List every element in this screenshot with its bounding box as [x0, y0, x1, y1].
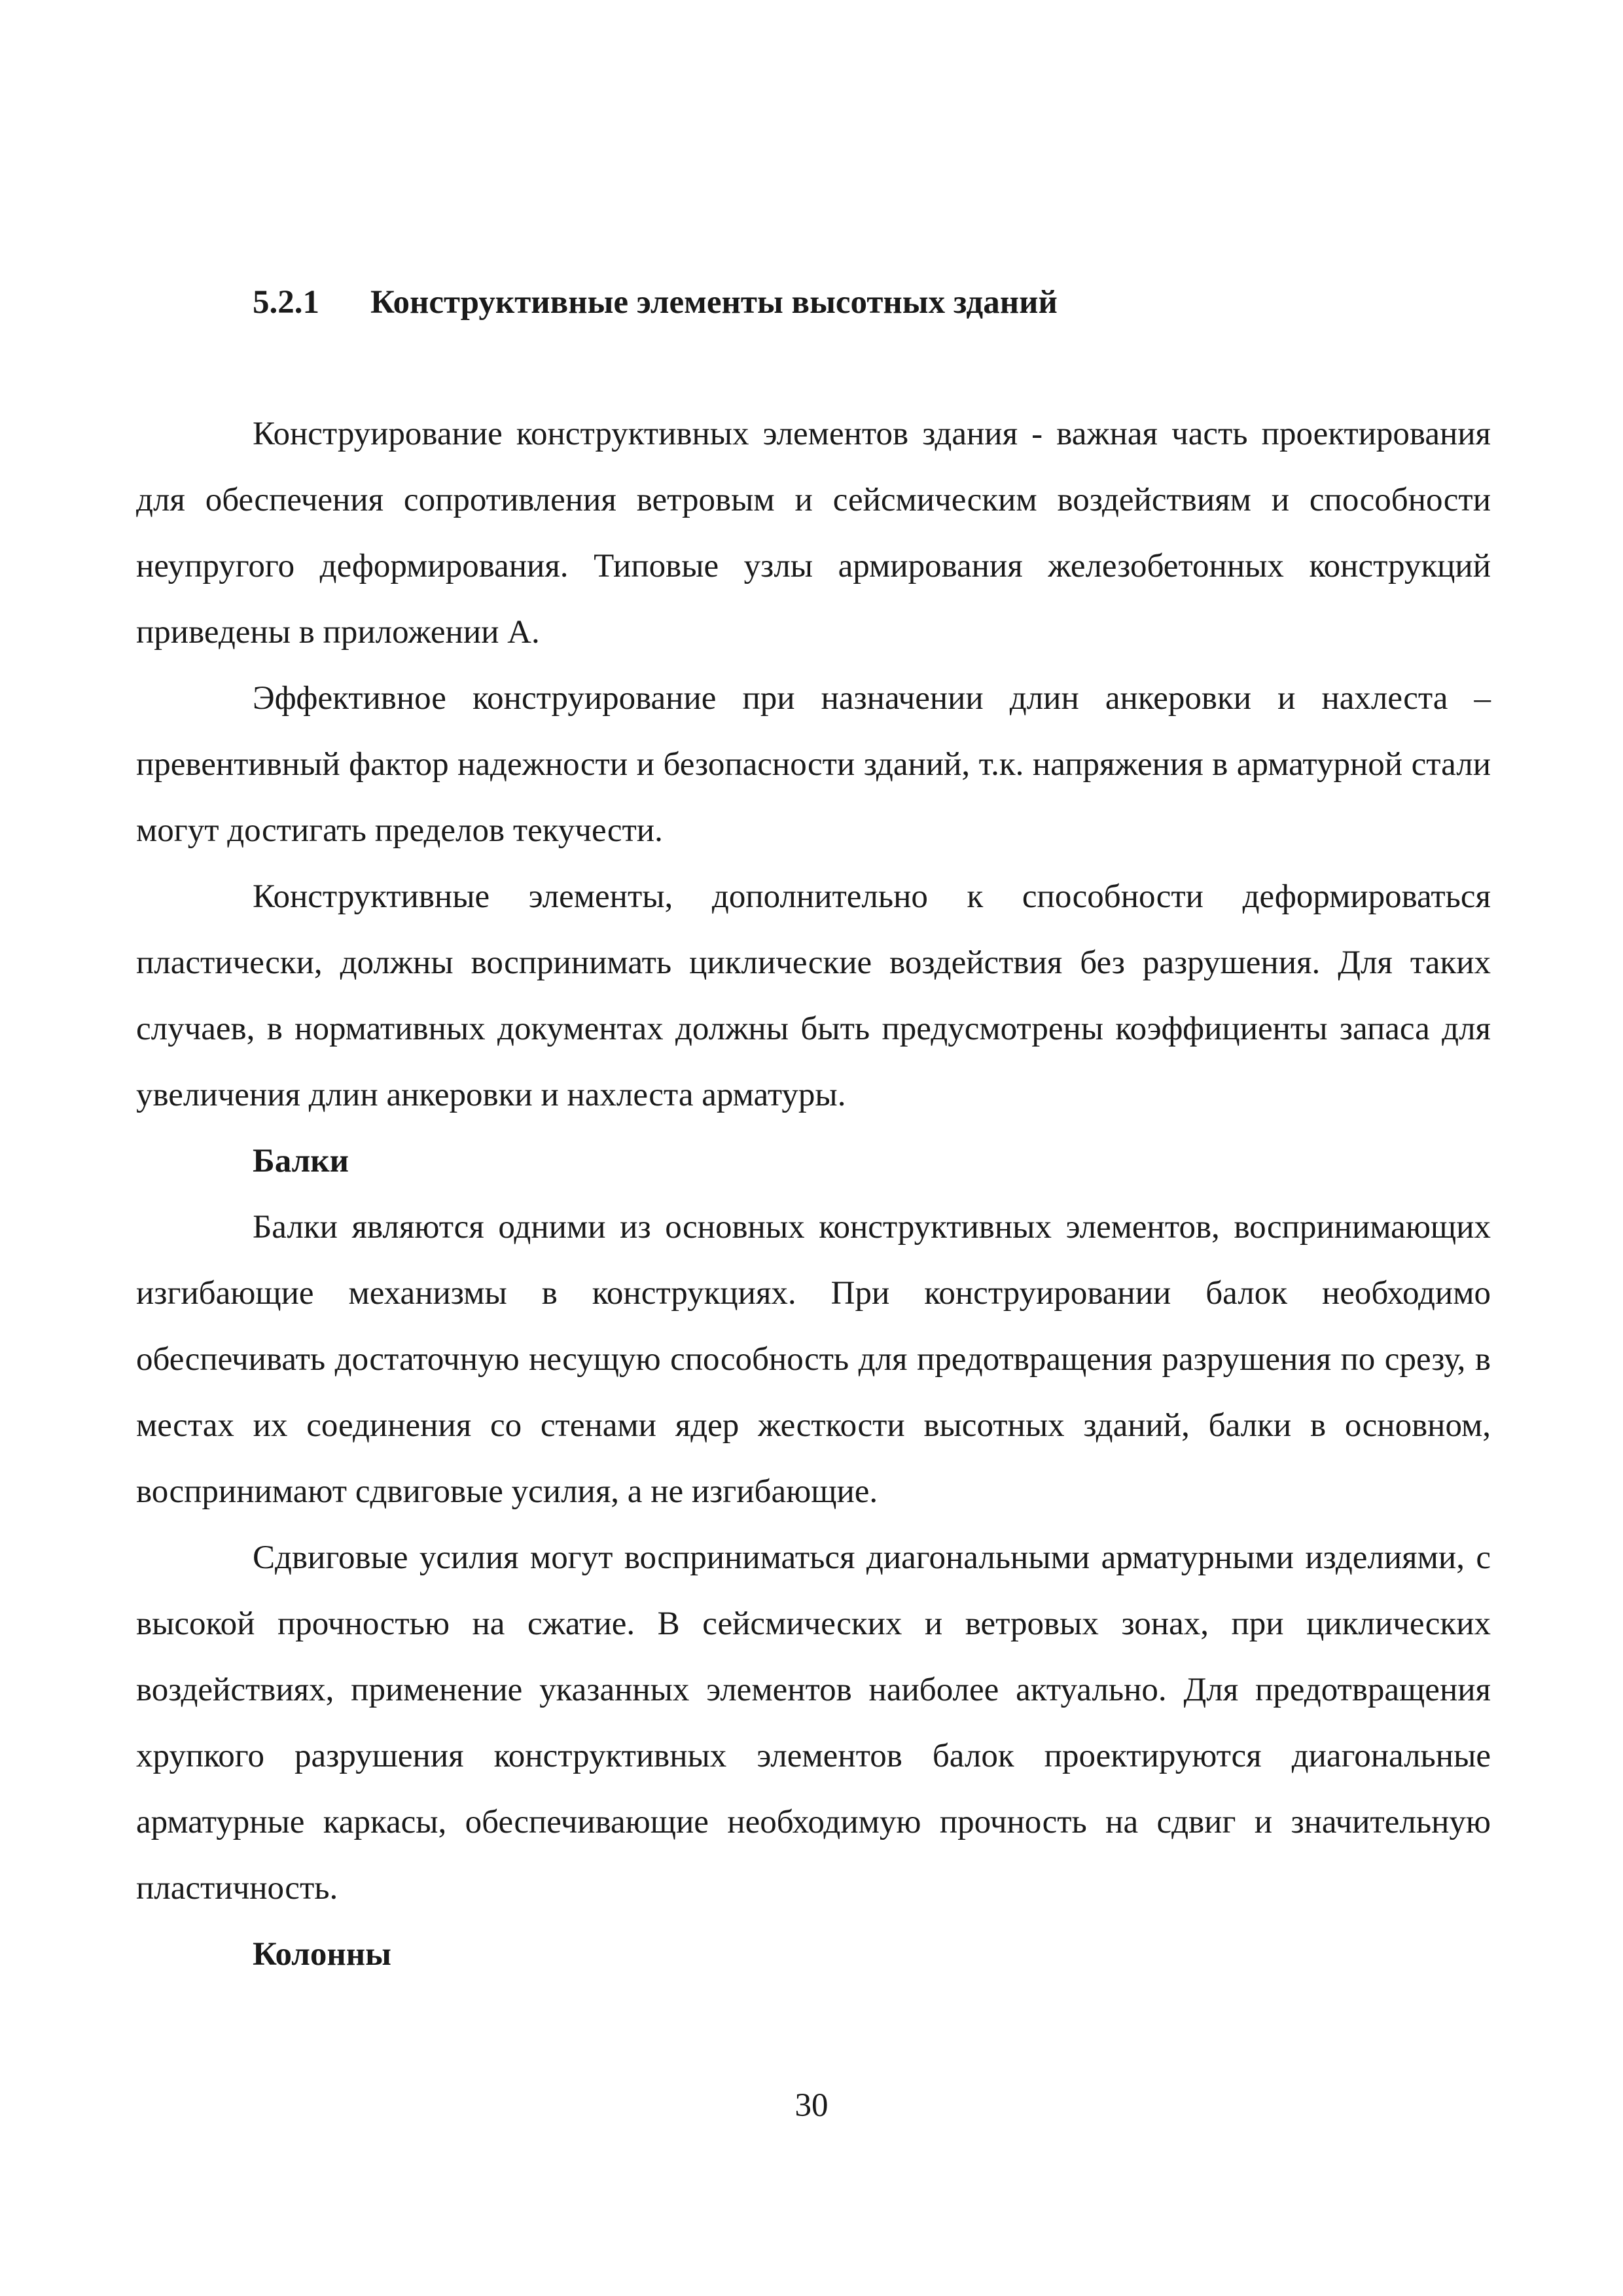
section-heading: [136, 270, 1491, 336]
paragraph-beams-1: Балки являются одними из основных конструктивных элементов, воспринимающих изгибающие механизмы в конструкциях. При конструировании балок необходимо обеспечивать достаточную несущую способность для предотвращения разрушения по срезу, в местах их соединения со стенами ядер жесткости высотных зданий, балки в основном, воспринимают сдвиговые усилия, а не изгибающие.: [136, 1209, 1491, 1510]
beams-heading: Балки: [253, 1143, 349, 1179]
section-title: Конструктивные элементы высотных зданий: [370, 284, 1058, 321]
page-content: [136, 270, 1491, 1988]
section-number: 5.2.1: [253, 284, 319, 321]
paragraph-intro-1: Конструирование конструктивных элементов здания - важная часть проектирования для обеспечения сопротивления ветровым и сейсмическим воздействиям и способности неупругого деформирования. Типовые узлы армирования железобетонных конструкций приведены в приложении А.: [136, 416, 1491, 651]
page-number: 30: [794, 2087, 829, 2124]
paragraph-intro-3: Конструктивные элементы, дополнительно к способности деформироваться пластически, должны воспринимать циклические воздействия без разрушения. Для таких случаев, в нормативных документах должны быть предусмотрены коэффициенты запаса для увеличения длин анкеровки и нахлеста арматуры.: [136, 878, 1491, 1113]
columns-heading: Колонны: [253, 1936, 391, 1973]
paragraph-intro-2: Эффективное конструирование при назначении длин анкеровки и нахлеста – превентивный фактор надежности и безопасности зданий, т.к. напряжения в арматурной стали могут достигать пределов текучести.: [136, 680, 1491, 849]
paragraph-beams-2: Сдвиговые усилия могут восприниматься диагональными арматурными изделиями, с высокой прочностью на сжатие. В сейсмических и ветровых зонах, при циклических воздействиях, применение указанных элементов наиболее актуально. Для предотвращения хрупкого разрушения конструктивных элементов балок проектируются диагональные арматурные каркасы, обеспечивающие необходимую прочность на сдвиг и значительную пластичность.: [136, 1539, 1491, 1907]
